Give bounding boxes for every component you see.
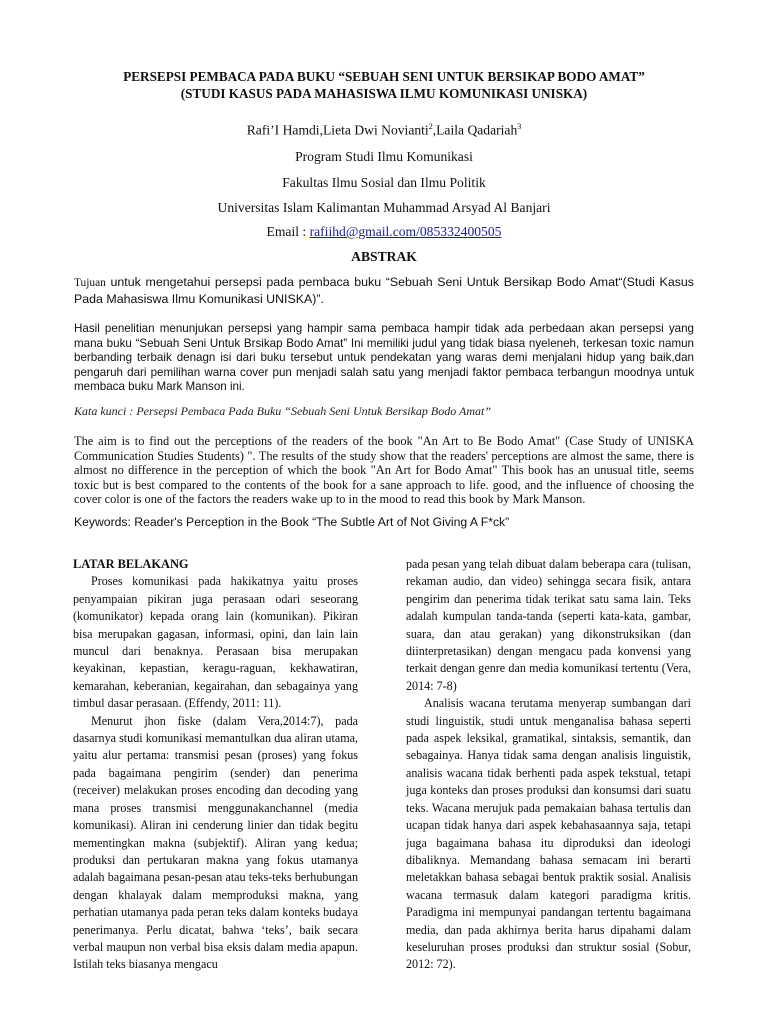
title-line-2: (STUDI KASUS PADA MAHASISWA ILMU KOMUNIKASI UNISKA): [180, 86, 588, 101]
abstract-purpose-lead: Tujuan: [74, 277, 106, 289]
abstract-purpose-text: untuk mengetahui persepsi pada pembaca buku “Sebuah Seni Untuk Bersikap Bodo Amat“(Studi Kasus Pada Mahasiswa Ilmu Komunikasi UNISKA)”.: [74, 275, 694, 306]
author-1: Rafi’I Hamdi,: [246, 122, 323, 138]
email-label: Email :: [266, 224, 310, 239]
university-line: Universitas Islam Kalimantan Muhammad Arsyad Al Banjari: [217, 200, 551, 215]
abstract-heading: ABSTRAK: [351, 249, 417, 264]
left-paragraph-1: Proses komunikasi pada hakikatnya yaitu proses penyampaian pikiran juga perasaan odari seseorang (komunikator) kepada orang lain (komunikan). Pikiran bisa merupakan gagasan, informasi, opini, dan lain lain muncul dari benaknya. Perasaan bisa merupakan keyakinan, kepastian, keragu-raguan, kekhawatiran, kemarahan, keberanian, kegairahan, dan sebagainya yang timbul dasar perasaan. (Effendy, 2011: 11).: [73, 574, 358, 711]
faculty-line: Fakultas Ilmu Sosial dan Ilmu Politik: [282, 175, 486, 190]
abstract-results: Hasil penelitian menunjukan persepsi yang hampir sama pembaca hampir tidak ada perbedaan akan persepsi yang mana buku “Sebuah Seni Untuk Brsikap Bodo Amat” Ini memiliki judul yang tidak biasa nyeleneh, terkesan toxic namun berbanding terbaik denagn isi dari buku tersebut untuk pendekatan yang waras demi menjalani hidup yang baik,dan pengaruh dari pemilihan warna cover pun menjadi salah satu yang menjadi faktor pembaca terbangun moodnya untuk membaca buku Mark Manson ini.: [74, 322, 694, 394]
abstract-english: The aim is to find out the perceptions of the readers of the book "An Art to Be Bodo Amat" (Case Study of UNISKA Communication Studies Students) ". The results of the study show that the readers' perceptions are almost the same, there is almost no difference in the perception of which the book "An Art for Bodo Amat" This book has an unusual title, seems toxic but is best compared to the contents of the book for a sane approach to life. good, and the influence of choosing the cover color is one of the factors the readers wake up to in the mood to read this book by Mark Manson.: [74, 434, 694, 507]
author-list: [60, 122, 708, 139]
program-line: Program Studi Ilmu Komunikasi: [295, 149, 473, 164]
abstract-keywords-id: Kata kunci : Persepsi Pembaca Pada Buku “Sebuah Seni Untuk Bersikap Bodo Amat”: [74, 404, 492, 418]
right-column: [406, 556, 691, 974]
author-2-affil-mark: 2: [428, 122, 433, 131]
author-2: Lieta Dwi Novianti: [323, 122, 429, 138]
author-3-affil-mark: 3: [517, 122, 522, 131]
right-paragraph-2: Analisis wacana terutama menyerap sumbangan dari studi linguistik, studi untuk menganalisa bahasa seperti pada aspek leksikal, gramatikal, sintaksis, semantik, dan sebagainya. Hanya tidak sama dengan analisis linguistik, analisis wacana tidak berhenti pada aspek tekstual, tetapi juga konteks dan proses produksi dan konsumsi dari suatu teks. Wacana merujuk pada pemakaian bahasa tertulis dan ucapan tidak hanya dari aspek kebahasaannya saja, tetapi juga bagaimana bahasa itu diproduksi dan ideologi dibaliknya. Memandang bahasa semacam ini berarti meletakkan bahasa sebagai bentuk praktik sosial. Analisis wacana termasuk dalam kategori paradigma kritis. Paradigma ini mempunyai pandangan tertentu bagaimana media, dan pada akhirnya berita harus dipahami dalam keseluruhan proses produksi dan struktur sosial (Sobur, 2012: 72).: [406, 696, 691, 972]
right-paragraph-1: pada pesan yang telah dibuat dalam beberapa cara (tulisan, rekaman audio, dan video) sehingga secara fisik, antara pengirim dan penerima tidak terikat satu sama lain. Teks adalah kumpulan tanda-tanda (seperti kata-kata, gambar, suara, dan atau gerakan) yang dikonstruksikan (dan diinterpretasikan) dengan mengacu pada konvensi yang terkait dengan genre dan media komunikasi tertentu (Vera, 2014: 7-8): [406, 557, 691, 693]
paper-title: [60, 68, 708, 102]
abstract-purpose: [74, 275, 694, 307]
left-column: [73, 556, 358, 974]
email-link[interactable]: rafiihd@gmail.com/085332400505: [309, 224, 502, 239]
abstract-keywords-en: Keywords: Reader's Perception in the Book “The Subtle Art of Not Giving A F*ck”: [74, 515, 510, 529]
author-3: ,Laila Qadariah: [432, 122, 518, 138]
email-line: [60, 224, 708, 240]
title-line-1: PERSEPSI PEMBACA PADA BUKU “SEBUAH SENI UNTUK BERSIKAP BODO AMAT”: [123, 69, 645, 84]
left-paragraph-2: Menurut jhon fiske (dalam Vera,2014:7), pada dasarnya studi komunikasi memantulkan dua aliran utama, yaitu alur pertama: transmisi pesan (proses) yang fokus pada bagaimana pengirim (sender) dan penerima (receiver) melakukan proses encoding dan decoding yang mana proses transmisi menggunakanchannel (media komunikasi). Aliran ini cenderung linier dan tidak begitu mementingkan makna (subjektif). Aliran yang kedua; produksi dan pertukaran makna yang fokus utamanya adalah bagaimana pesan-pesan atau teks-teks berhubungan dengan khalayak dalam memproduksi makna, yang perhatian utamanya pada peran teks dalam konteks budaya penerimanya. Perlu dicatat, bahwa ‘teks’, baik secara verbal maupun non verbal bisa eksis dalam media apapun. Istilah teks biasanya mengacu: [73, 713, 358, 972]
section-heading: LATAR BELAKANG: [73, 557, 189, 571]
